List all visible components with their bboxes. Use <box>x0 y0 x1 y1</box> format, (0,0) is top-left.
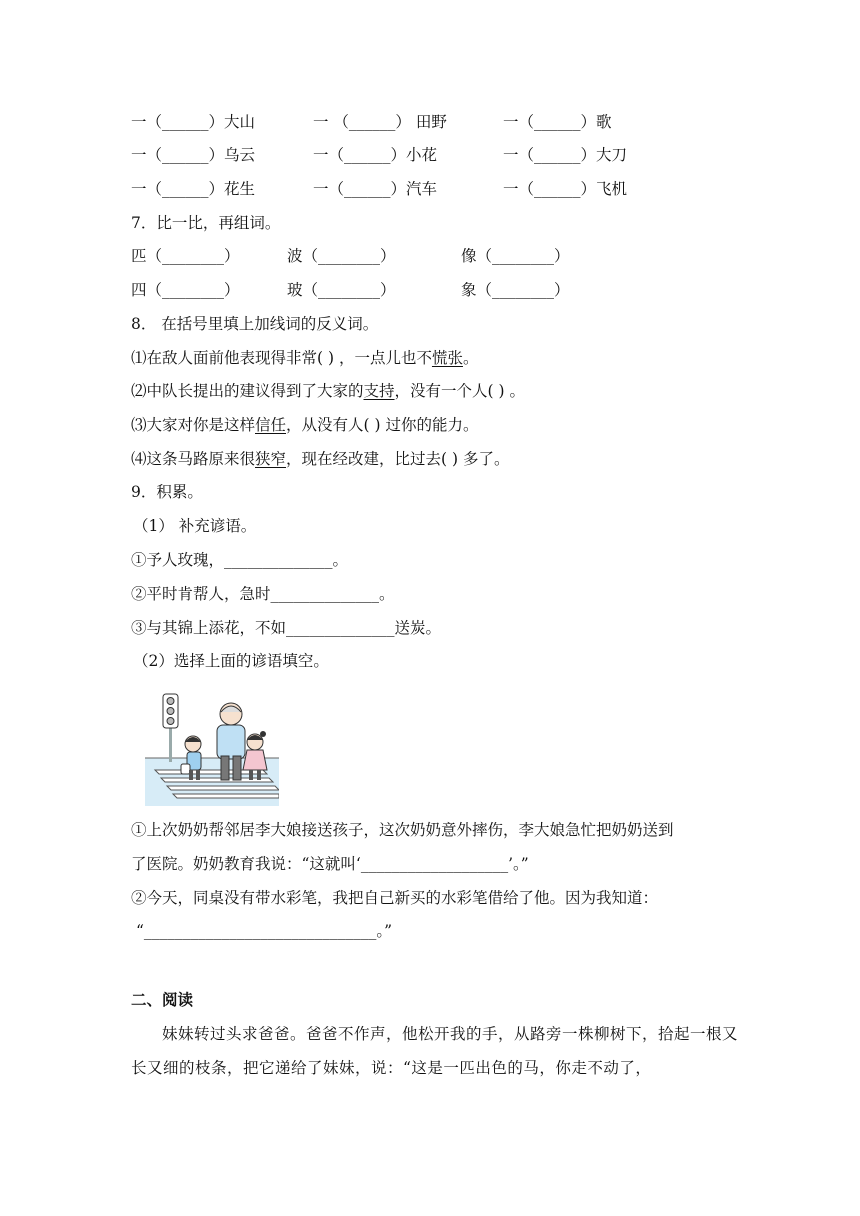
crosswalk-illustration <box>145 690 279 806</box>
q8-item-2 <box>131 381 525 401</box>
section-heading: 二、阅读 <box>131 991 194 1009</box>
q8-underlined-word: 慌张 <box>431 349 463 367</box>
q9-sub2: （2）选择上面的谚语填空。 <box>133 652 329 670</box>
q9-proverb-2: ②平时肯帮人，急时______________。 <box>131 585 395 603</box>
q9-proverb-3: ③与其锦上添花，不如______________送炭。 <box>131 619 442 637</box>
q6-item: 一（______）汽车 <box>313 180 438 198</box>
q8-underlined-word: 信任 <box>255 416 287 434</box>
q9-fill-1-line-1: ①上次奶奶帮邻居李大娘接送孩子，这次奶奶意外摔伤，李大娘急忙把奶奶送到 <box>131 821 674 839</box>
q7-item: 象（________） <box>461 281 570 299</box>
q9-title: 9．积累。 <box>131 483 203 501</box>
q8-item-1 <box>131 348 478 368</box>
q7-title: 7．比一比，再组词。 <box>131 214 281 232</box>
q6-item: 一（______）小花 <box>313 146 438 164</box>
q6-item: 一 （______） 田野 <box>313 113 447 131</box>
q7-item: 玻（________） <box>287 281 396 299</box>
reading-paragraph: 妹妹转过头求爸爸。爸爸不作声，他松开我的手，从路旁一株柳树下，拾起一根又长又细的枝条，把它递给了妹妹，说：“这是一匹出色的马，你走不动了， <box>131 1025 739 1077</box>
q8-item-text: 。 <box>462 349 479 367</box>
q9-fill-2-line-2: “______________________________。” <box>136 922 393 940</box>
q9-sub1: （1） 补充谚语。 <box>133 517 257 535</box>
q6-item: 一（______）飞机 <box>503 180 628 198</box>
q8-item-text: ，没有一个人( ) 。 <box>394 382 525 400</box>
q7-item: 像（________） <box>461 247 570 265</box>
q6-item: 一（______）花生 <box>131 180 256 198</box>
q6-item: 一（______）歌 <box>503 113 612 131</box>
q8-item-text: ⑶大家对你是这样 <box>131 416 256 434</box>
q6-item: 一（______）大刀 <box>503 146 628 164</box>
q9-fill-2-line-1: ②今天，同桌没有带水彩笔，我把自己新买的水彩笔借给了他。因为我知道： <box>131 889 659 907</box>
q8-item-text: ，现在经改建，比过去( ) 多了。 <box>286 450 510 468</box>
q7-item: 波（________） <box>287 247 396 265</box>
q9-proverb-1: ①予人玫瑰，______________。 <box>131 551 349 569</box>
q9-fill-1-line-2: 了医院。奶奶教育我说：“这就叫‘___________________’。” <box>131 855 529 873</box>
q8-underlined-word: 支持 <box>363 382 395 400</box>
q8-title: 8． 在括号里填上加线词的反义词。 <box>131 315 379 333</box>
q8-item-text: ，从没有人( ) 过你的能力。 <box>286 416 479 434</box>
q8-item-4 <box>131 449 509 469</box>
q6-item: 一（______）大山 <box>131 113 256 131</box>
q7-item: 四（________） <box>131 281 240 299</box>
q7-item: 匹（________） <box>131 247 240 265</box>
q6-item: 一（______）乌云 <box>131 146 256 164</box>
q8-item-text: ⑷这条马路原来很 <box>131 450 256 468</box>
q8-item-text: ⑴在敌人面前他表现得非常( ) ，一点儿也不 <box>131 349 432 367</box>
q8-item-text: ⑵中队长提出的建议得到了大家的 <box>131 382 364 400</box>
q8-item-3 <box>131 415 478 435</box>
q8-underlined-word: 狭窄 <box>255 450 287 468</box>
